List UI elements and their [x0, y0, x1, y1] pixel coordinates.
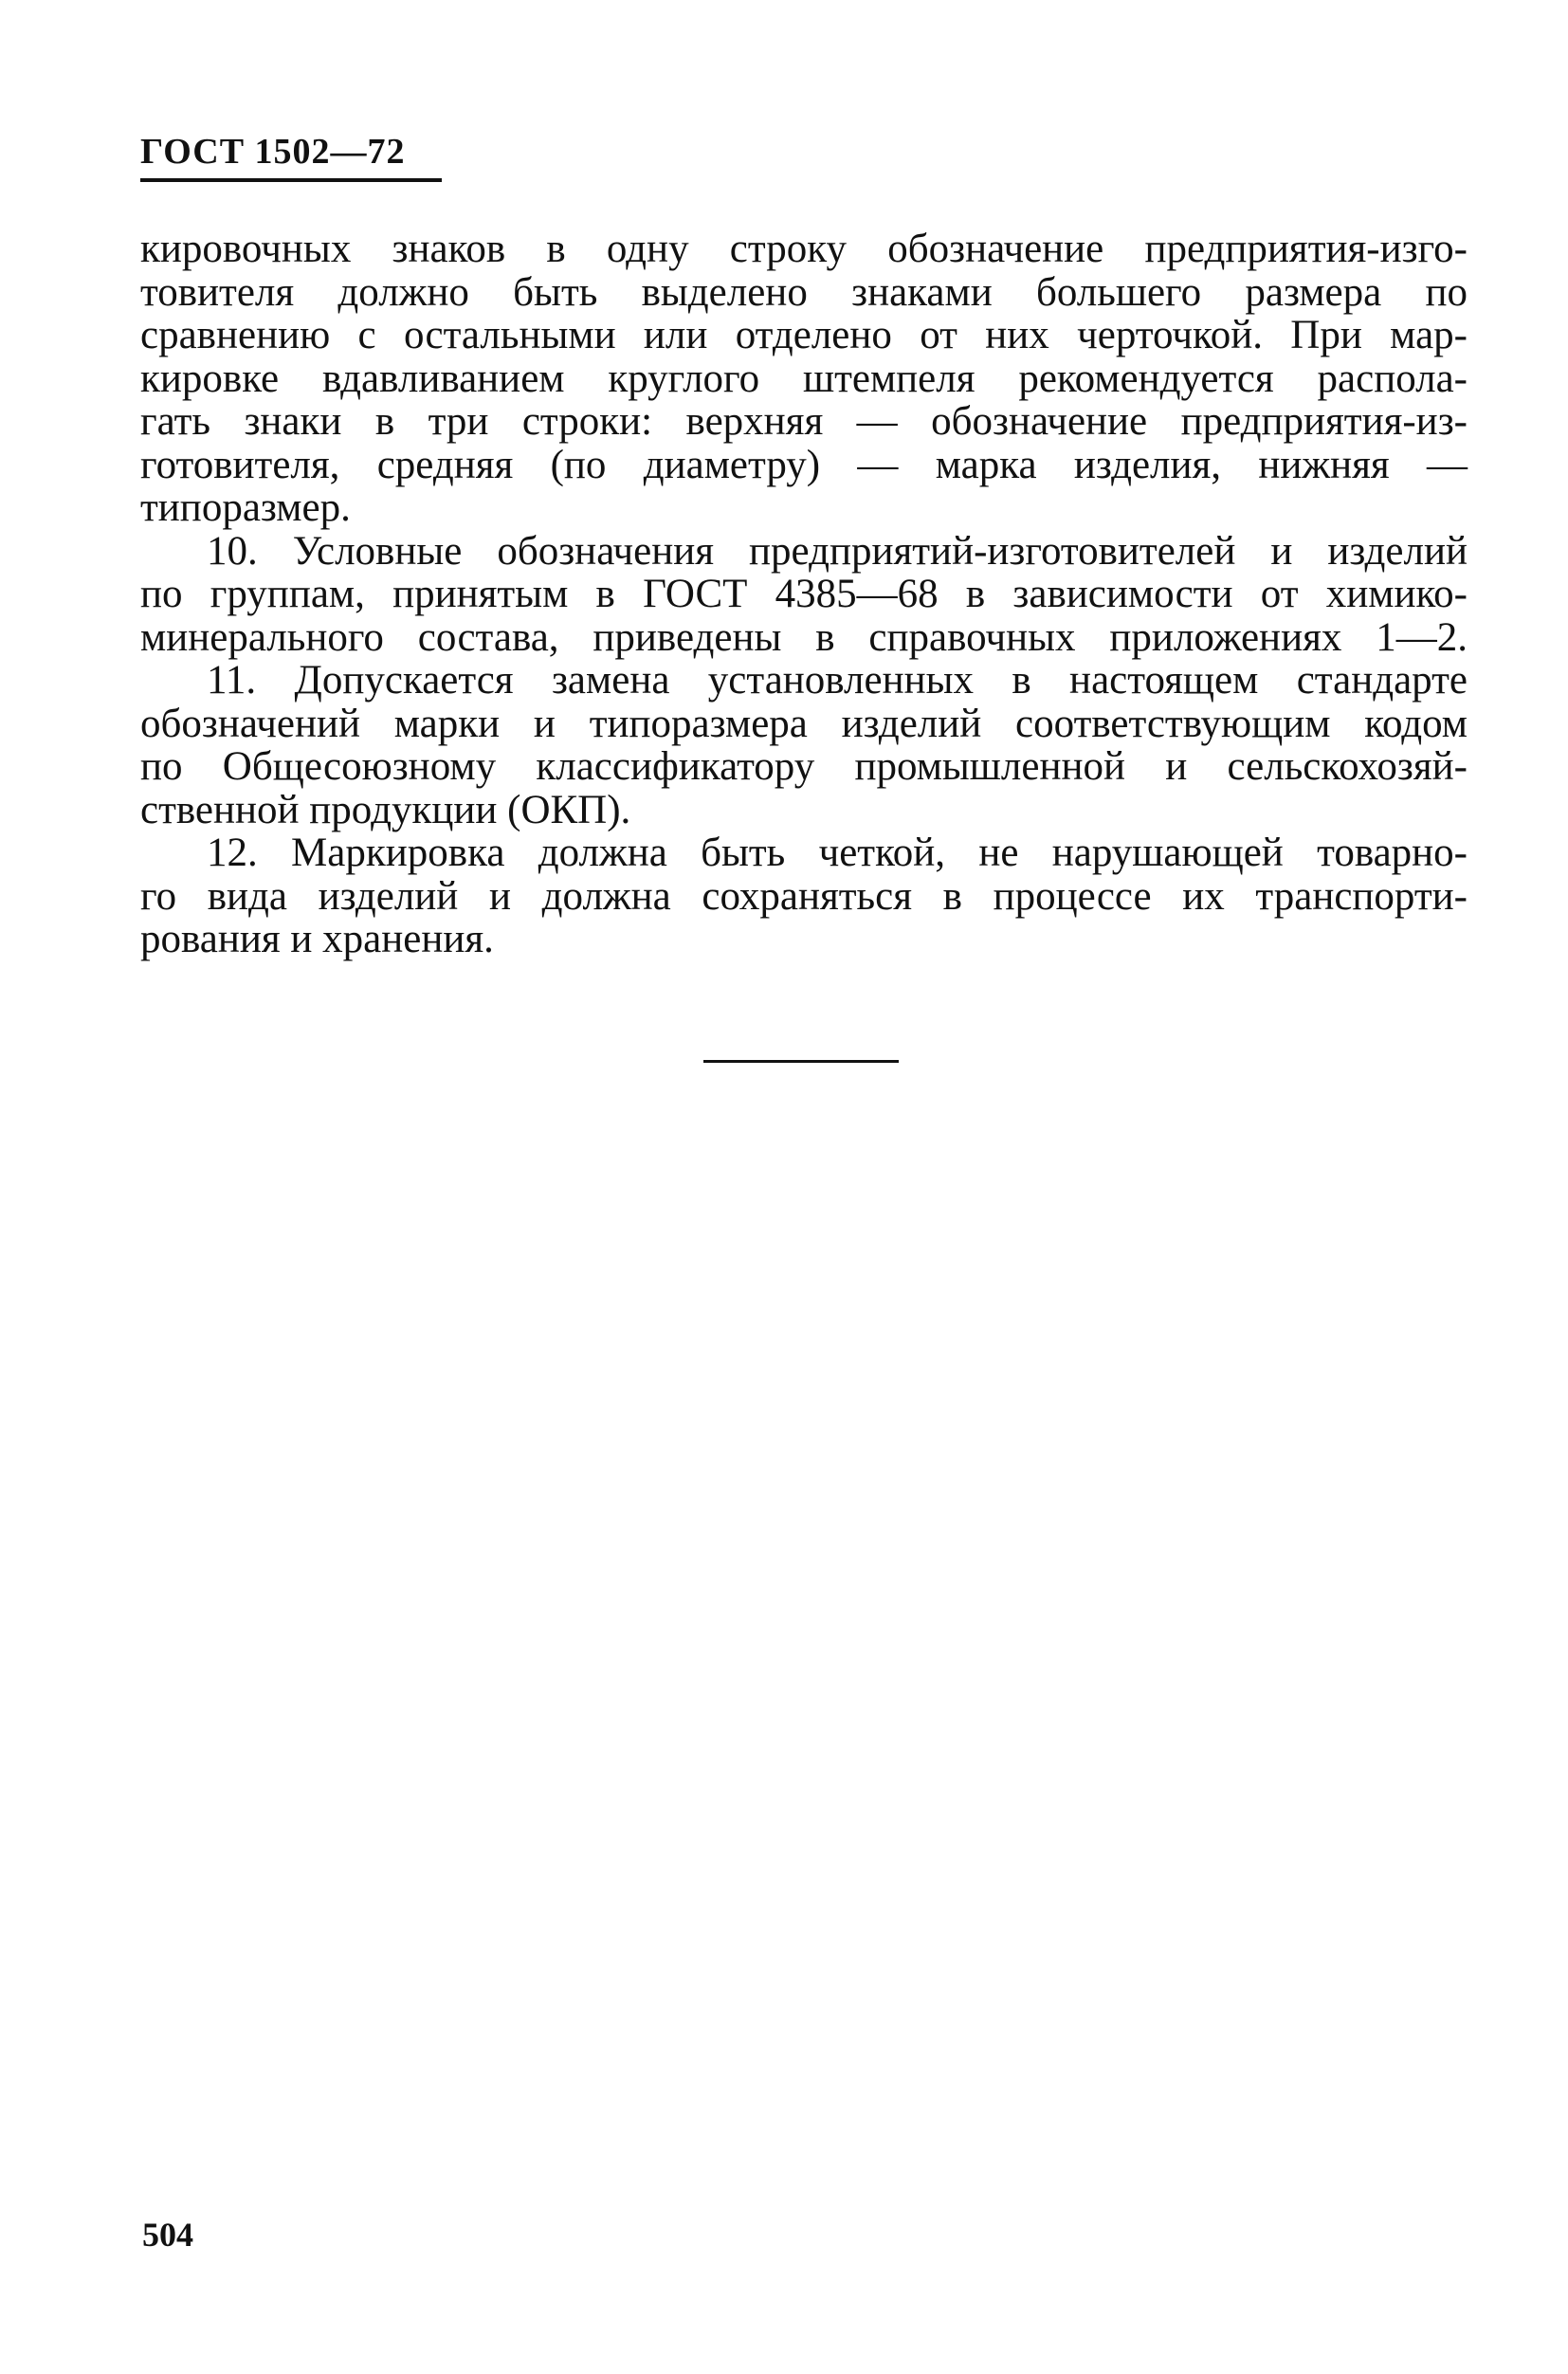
text-line: рования и хранения. — [140, 917, 494, 961]
text-line: обозначений марки и типоразмера изделий соответствующим кодом — [140, 701, 1468, 746]
paragraph-10-start: 10. Условные обозначения предприятий-изготовителей и изделий — [207, 528, 1468, 574]
text-line: кировочных знаков в одну строку обозначение предприятия-изго- — [140, 227, 1468, 271]
page-header-title: ГОСТ 1502—72 — [140, 132, 406, 172]
header-underline — [140, 178, 442, 182]
text-line: по группам, принятым в ГОСТ 4385—68 в зависимости от химико- — [140, 572, 1468, 616]
text-line: готовителя, средняя (по диаметру) — марка изделия, нижняя — — [140, 442, 1468, 487]
text-line: гать знаки в три строки: верхняя — обозначение предприятия-из- — [140, 399, 1468, 444]
page-number: 504 — [142, 2216, 193, 2254]
text-line: го вида изделий и должна сохраняться в процессе их транспорти- — [140, 873, 1468, 919]
text-line: ственной продукции (ОКП). — [140, 787, 631, 832]
text-line: кировке вдавливанием круглого штемпеля рекомендуется распола- — [140, 356, 1468, 401]
text-line: минерального состава, приведены в справочных приложениях 1—2. — [140, 614, 1468, 660]
text-line: товителя должно быть выделено знаками большего размера по — [140, 269, 1468, 315]
paragraph-11-start: 11. Допускается замена установленных в настоящем стандарте — [207, 658, 1468, 703]
text-line: типоразмер. — [140, 485, 351, 530]
text-line: по Общесоюзному классификатору промышленной и сельскохозяй- — [140, 744, 1468, 789]
body-text — [140, 228, 1468, 961]
end-divider — [703, 1060, 899, 1063]
paragraph-12-start: 12. Маркировка должна быть четкой, не нарушающей товарно- — [207, 831, 1468, 875]
text-line: сравнению с остальными или отделено от них черточкой. При мар- — [140, 313, 1468, 357]
